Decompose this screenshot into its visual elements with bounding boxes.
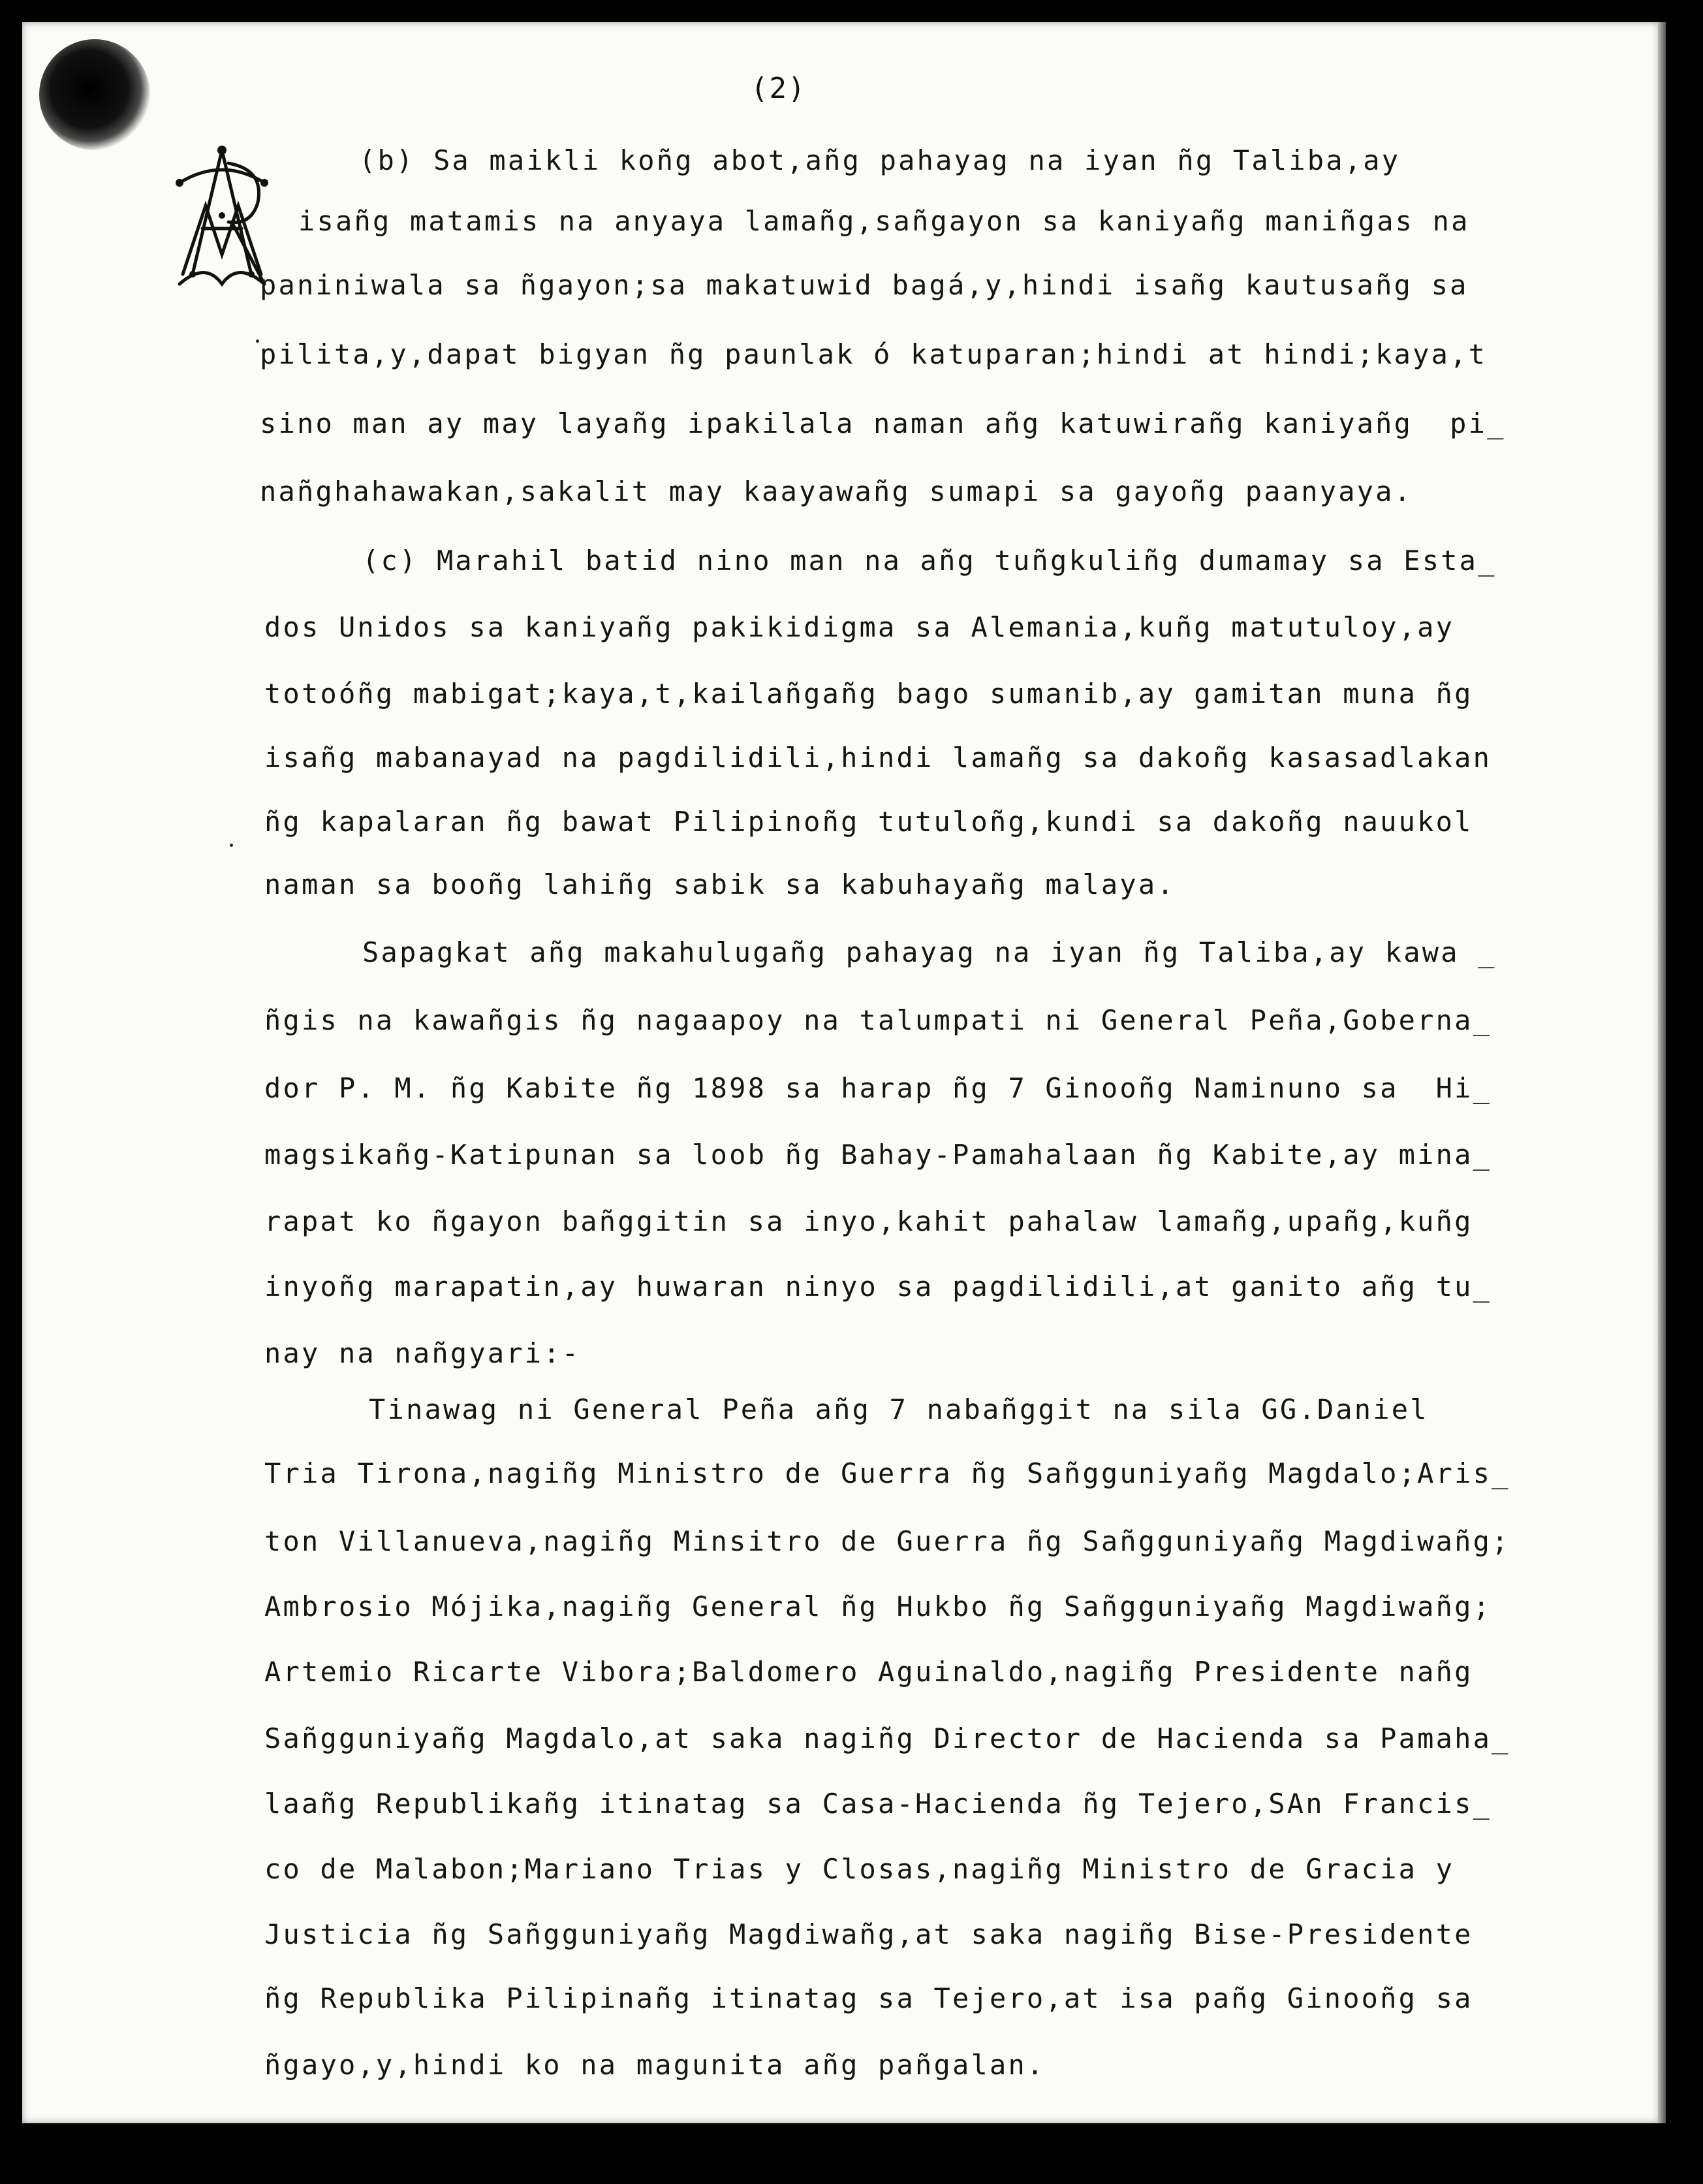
text-line: (b) Sa maikli koñg abot,añg pahayag na iyan ñg Taliba,ay — [359, 144, 1401, 176]
text-line: ñgayo,y,hindi ko na magunita añg pañgalan. — [264, 2049, 1046, 2081]
stray-mark — [256, 340, 259, 343]
text-line: isañg matamis na anyaya lamañg,sañgayon sa kaniyañg maniñgas na — [298, 205, 1470, 237]
stray-mark — [230, 844, 233, 847]
text-line: ton Villanueva,nagiñg Minsitro de Guerra ñg Sañgguniyañg Magdiwañg; — [264, 1525, 1510, 1557]
page-edge — [1658, 22, 1666, 2123]
text-line: magsikañg-Katipunan sa loob ñg Bahay-Pamahalaan ñg Kabite,ay mina_ — [264, 1139, 1492, 1171]
text-line: ñg kapalaran ñg bawat Pilipinoñg tutuloñg,kundi sa dakoñg nauukol — [264, 806, 1473, 838]
text-line: Ambrosio Mójika,nagiñg General ñg Hukbo ñg Sañgguniyañg Magdiwañg; — [264, 1591, 1492, 1622]
text-line: inyoñg marapatin,ay huwaran ninyo sa pagdilidili,at ganito añg tu_ — [264, 1271, 1492, 1303]
text-line: ñgis na kawañgis ñg nagaapoy na talumpati ni General Peña,Goberna_ — [264, 1004, 1492, 1036]
text-line: (c) Marahil batid nino man na añg tuñgkuliñg dumamay sa Esta_ — [362, 545, 1497, 577]
text-line: Tria Tirona,nagiñg Ministro de Guerra ñg Sañgguniyañg Magdalo;Aris_ — [264, 1457, 1510, 1489]
text-line: dor P. M. ñg Kabite ñg 1898 sa harap ñg 7 Ginooñg Naminuno sa Hi_ — [264, 1072, 1492, 1104]
text-line: sino man ay may layañg ipakilala naman añg katuwirañg kaniyañg pi_ — [260, 407, 1506, 439]
text-line: naman sa booñg lahiñg sabik sa kabuhayañg malaya. — [264, 868, 1176, 900]
text-line: dos Unidos sa kaniyañg pakikidigma sa Alemania,kuñg matutuloy,ay — [264, 611, 1455, 643]
text-line: nay na nañgyari:- — [264, 1337, 581, 1369]
text-line: Justicia ñg Sañgguniyañg Magdiwañg,at saka nagiñg Bise-Presidente — [264, 1918, 1473, 1950]
text-line: pilita,y,dapat bigyan ñg paunlak ó katuparan;hindi at hindi;kaya,t — [260, 338, 1488, 370]
text-line: paniniwala sa ñgayon;sa makatuwid bagá,y,hindi isañg kautusañg sa — [260, 269, 1469, 301]
text-line: laañg Republikañg itinatag sa Casa-Hacienda ñg Tejero,SAn Francis_ — [264, 1788, 1492, 1820]
text-line: nañghahawakan,sakalit may kaayawañg sumapi sa gayoñg paanyaya. — [260, 475, 1413, 507]
text-line: ñg Republika Pilipinañg itinatag sa Tejero,at isa pañg Ginooñg sa — [264, 1982, 1473, 2014]
text-line: Sapagkat añg makahulugañg pahayag na iyan ñg Taliba,ay kawa _ — [362, 936, 1497, 968]
ink-blot — [39, 39, 150, 150]
text-line: co de Malabon;Mariano Trias y Closas,nagiñg Ministro de Gracia y — [264, 1853, 1455, 1885]
text-line: Artemio Ricarte Vibora;Baldomero Aguinaldo,nagiñg Presidente nañg — [264, 1656, 1473, 1688]
page-number: (2) — [751, 72, 807, 105]
text-line: isañg mabanayad na pagdilidili,hindi lamañg sa dakoñg kasasadlakan — [264, 742, 1492, 774]
text-line: Sañgguniyañg Magdalo,at saka nagiñg Director de Hacienda sa Pamaha_ — [264, 1722, 1510, 1754]
text-line: Tinawag ni General Peña añg 7 nabañggit na sila GG.Daniel — [369, 1393, 1429, 1425]
text-line: rapat ko ñgayon bañggitin sa inyo,kahit pahalaw lamañg,upañg,kuñg — [264, 1205, 1473, 1237]
text-line: totoóñg mabigat;kaya,t,kailañgañg bago sumanib,ay gamitan muna ñg — [264, 678, 1473, 710]
